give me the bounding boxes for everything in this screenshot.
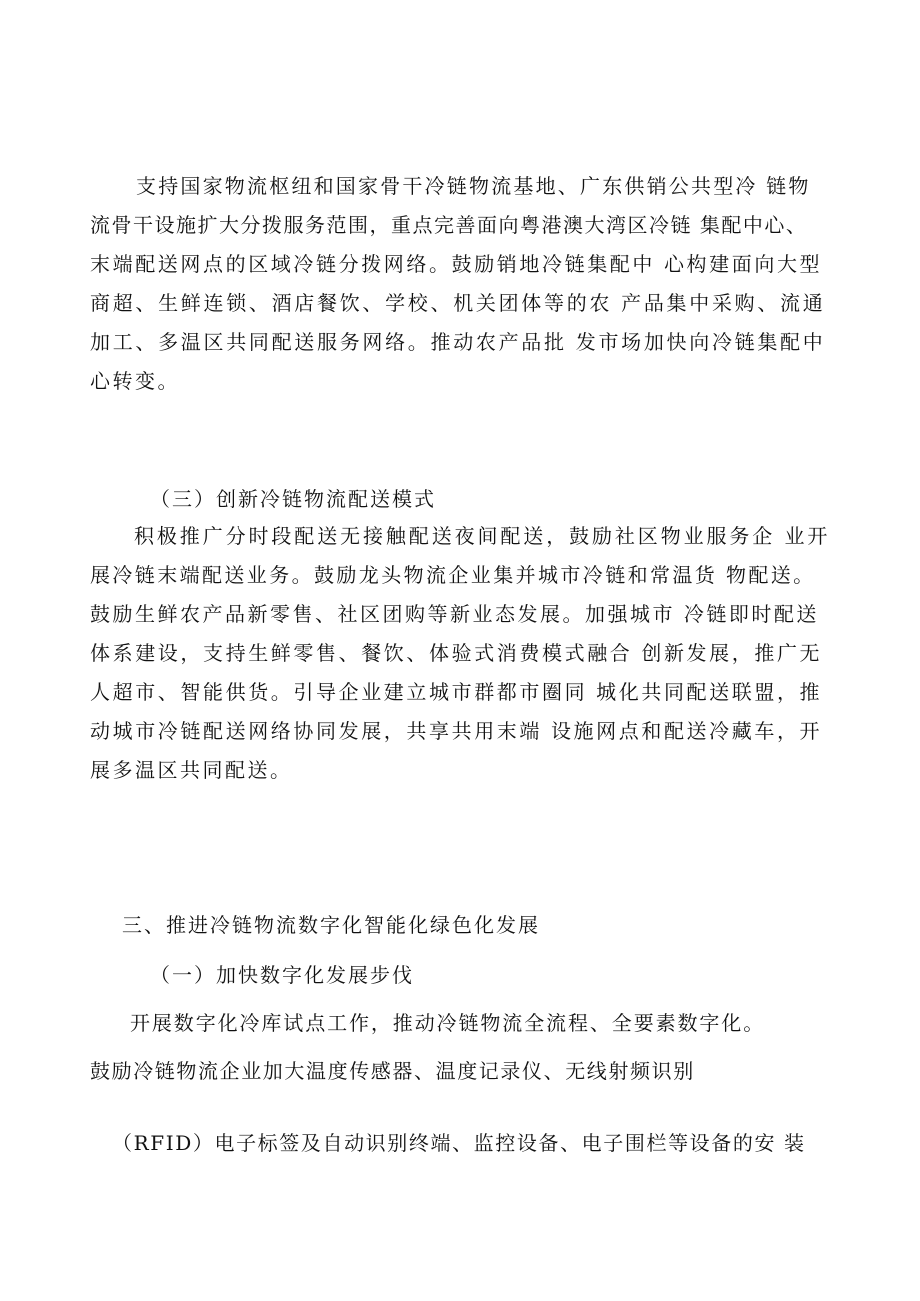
paragraph-cold-chain-distribution-centers: [90, 167, 840, 401]
paragraph-line: （RFID）电子标签及自动识别终端、监控设备、电子围栏等设备的安 装: [112, 1131, 806, 1155]
paragraph-line: 开展数字化冷库试点工作，推动冷链物流全流程、全要素数字化。: [130, 1011, 766, 1035]
paragraph-line: 动城市冷链配送网络协同发展，共享共用末端 设施网点和配送冷藏车，开: [90, 719, 823, 743]
paragraph-line: 鼓励生鲜农产品新零售、社区团购等新业态发展。加强城市 冷链即时配送: [90, 602, 819, 626]
paragraph-line: 展冷链末端配送业务。鼓励龙头物流企业集并城市冷链和常温货 物配送。: [90, 563, 816, 587]
paragraph-line: 商超、生鲜连锁、酒店餐饮、学校、机关团体等的农 产品集中采购、流通: [90, 291, 826, 315]
paragraph-line: 积极推广分时段配送无接触配送夜间配送，鼓励社区物业服务企 业开: [134, 524, 831, 548]
subheading-accelerate-digitalization: （一）加快数字化发展步伐: [150, 963, 414, 987]
paragraph-line: 末端配送网点的区域冷链分拨网络。鼓励销地冷链集配中 心构建面向大型: [90, 252, 823, 276]
paragraph-line: 体系建设，支持生鲜零售、餐饮、体验式消费模式融合 创新发展，推广无: [90, 641, 823, 665]
section-heading-digital-intelligent-green: 三、推进冷链物流数字化智能化绿色化发展: [122, 913, 540, 937]
paragraph-line: 流骨干设施扩大分拨服务范围，重点完善面向粤港澳大湾区冷链 集配中心、: [90, 213, 808, 237]
paragraph-line: 加工、多温区共同配送服务网络。推动农产品批 发市场加快向冷链集配中: [90, 330, 826, 354]
paragraph-line: 人超市、智能供货。引导企业建立城市群都市圈同 城化共同配送联盟，推: [90, 680, 823, 704]
paragraph-line: 心转变。: [90, 369, 180, 393]
subheading-innovate-distribution-mode: （三）创新冷链物流配送模式: [150, 487, 436, 511]
paragraph-line: 鼓励冷链物流企业加大温度传感器、温度记录仪、无线射频识别: [90, 1059, 695, 1083]
paragraph-line: 支持国家物流枢纽和国家骨干冷链物流基地、广东供销公共型冷 链物: [136, 174, 811, 198]
paragraph-distribution-mode: [90, 517, 840, 790]
paragraph-line: 展多温区共同配送。: [90, 758, 293, 782]
